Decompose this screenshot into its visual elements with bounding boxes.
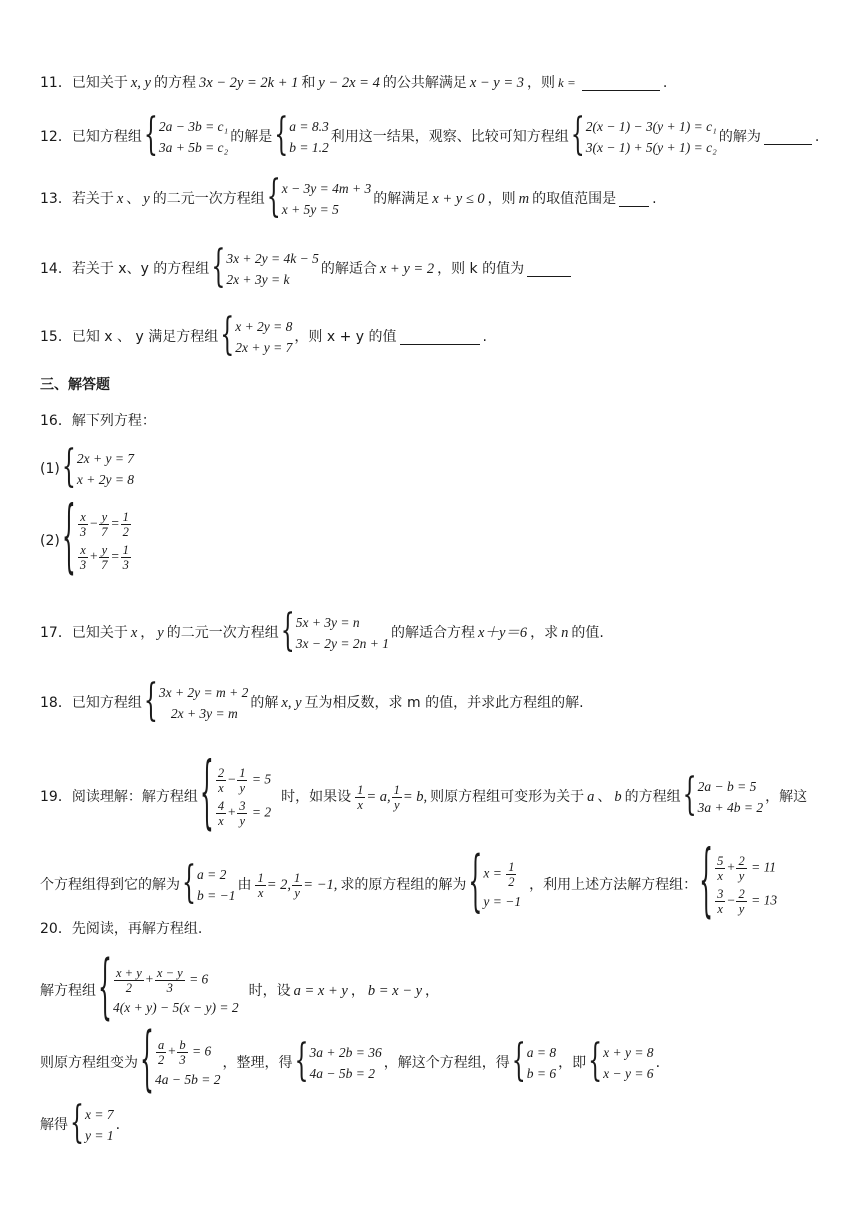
q19-practice-row-1: $\frac{5}{x}$ + $\frac{2}{y}$ = 11 <box>717 854 777 883</box>
q12-sys3-row-1: 2(x − 1) − 3(y + 1) = c₁ <box>585 119 717 134</box>
q17-condition: x＋y＝6 <box>478 625 528 641</box>
q19-sol-ab-row-1: a = 2 <box>197 867 227 882</box>
q11-eq1: 3x − 2y = 2k + 1 <box>198 75 299 91</box>
question-16-part-2 <box>40 494 840 585</box>
q11-vars: x, y <box>130 75 151 91</box>
q13-y: y <box>143 191 150 207</box>
q13-end: . <box>652 191 657 207</box>
question-16-part-1 <box>40 443 840 493</box>
q17-text-6: 的值. <box>571 625 604 641</box>
q19-solution-xy <box>468 846 522 921</box>
q19-orig-row-1: $\frac{2}{x}$ − $\frac{1}{y}$ = 5 <box>217 766 272 795</box>
q13-text-5: 的取值范围是 <box>532 191 617 207</box>
q15-text-2: ，则 x + y 的值 <box>294 329 397 345</box>
q19-text-4: 的方程组 <box>624 789 681 805</box>
q19-text-5: ，解这 <box>765 789 808 805</box>
q20-xy-row-2: x − y = 6 <box>603 1066 654 1081</box>
q15-end: . <box>482 329 487 345</box>
q13-answer-blank[interactable] <box>619 192 649 207</box>
q12-sys2-row-1: a = 8.3 <box>289 119 329 134</box>
q15-number: 15． <box>40 329 72 345</box>
q11-answer-blank[interactable] <box>582 76 660 91</box>
q20-int-row-2: 4a − 5b = 2 <box>309 1066 375 1081</box>
question-13 <box>40 173 840 223</box>
left-brace-icon: { <box>588 1037 603 1087</box>
q20-final-row-1: x = 7 <box>85 1107 114 1122</box>
q14-sys-row-2: 2x + 3y = k <box>226 272 290 287</box>
q17-text-3: 的二元一次方程组 <box>166 625 279 641</box>
q17-text-2: ， <box>140 625 155 641</box>
q13-number: 13． <box>40 191 72 207</box>
q19-text-8: 求的原方程组的解为 <box>340 877 467 893</box>
q20-text-10: 解得 <box>40 1117 68 1133</box>
q20-system-original <box>98 949 239 1030</box>
q20-title: 20．先阅读，再解方程组. <box>40 921 203 937</box>
q20-text-6: ，整理，得 <box>222 1055 293 1071</box>
q12-text-3: 利用这一结果，观察、比较可知方程组 <box>330 129 569 145</box>
q17-text-1: 已知关于 <box>71 625 128 641</box>
q17-system <box>280 607 390 657</box>
q20-text-7: ，解这个方程组，得 <box>383 1055 510 1071</box>
q20-system-ab <box>140 1021 221 1102</box>
q20-text-8: ，即 <box>558 1055 587 1071</box>
q17-y: y <box>157 625 164 641</box>
q15-system <box>220 311 293 361</box>
q20-orig-row-2: 4(x + y) − 5(x − y) = 2 <box>113 1000 239 1015</box>
q13-text-2: 的二元一次方程组 <box>152 191 265 207</box>
q16-sys1-row-1: 2x + y = 7 <box>76 451 135 466</box>
q11-text-5: ，则 <box>527 75 556 91</box>
q18-text-3: 互为相反数，求 m 的值，并求此方程组的解. <box>304 695 584 711</box>
q11-text-4: 的公共解满足 <box>382 75 467 91</box>
left-brace-icon: { <box>61 443 76 493</box>
q11-text-1: 已知关于 <box>71 75 128 91</box>
q14-sys-row-1: 3x + 2y = 4k − 5 <box>226 251 319 266</box>
q18-sys-row-1: 3x + 2y = m + 2 <box>158 685 249 700</box>
q17-number: 17． <box>40 625 72 641</box>
q12-sys2-row-2: b = 1.2 <box>289 140 329 155</box>
question-19-line-1 <box>40 750 840 841</box>
q20-text-5: 则原方程组变为 <box>40 1055 138 1071</box>
q15-sys-row-2: 2x + y = 7 <box>235 340 293 355</box>
q19-number: 19． <box>40 789 72 805</box>
left-brace-icon: { <box>143 111 158 161</box>
q20-text-2: 时，设 <box>248 983 291 999</box>
q19-text-1: 阅读理解：解方程组 <box>71 789 198 805</box>
q12-system-2 <box>274 111 329 161</box>
q20-sol-ab-row-2: b = 6 <box>526 1066 557 1081</box>
q20-orig-row-1: $\frac{x + y}{2}$ + $\frac{x - y}{3}$ = 6 <box>116 966 209 995</box>
q12-system-3 <box>570 111 717 161</box>
q20-int-row-1: 3a + 2b = 36 <box>309 1045 382 1060</box>
q17-sys-row-2: 3x − 2y = 2n + 1 <box>295 636 390 651</box>
q19-substitution: $\frac{1}{x}$ = a, $\frac{1}{y}$ = b, <box>357 782 428 812</box>
question-17 <box>40 607 840 657</box>
q17-sys-row-1: 5x + 3y = n <box>295 615 360 630</box>
q14-condition: x + y = 2 <box>379 261 435 277</box>
q20-solution-ab <box>511 1037 557 1087</box>
q20-text-1: 解方程组 <box>40 983 96 999</box>
left-brace-icon: { <box>199 750 214 841</box>
q13-x: x <box>116 191 124 207</box>
q16-sys2-row-1: $\frac{x}{3}$ − $\frac{y}{7}$ = $\frac{1}{2}$ <box>79 510 129 539</box>
q19-text-2: 时，如果设 <box>281 789 352 805</box>
left-brace-icon: { <box>220 311 235 361</box>
q20-set-a: a = x + y <box>293 983 348 999</box>
q11-eq2: y − 2x = 4 <box>318 75 380 91</box>
q13-condition: x + y ≤ 0 <box>432 191 485 207</box>
q19-system-original <box>199 750 272 841</box>
q18-text-2: 的解 <box>250 695 279 711</box>
q14-text-2: 的解适合 <box>320 261 377 277</box>
q16-title: 16．解下列方程： <box>40 413 156 429</box>
q19-system-ab <box>682 771 764 821</box>
q12-sys1-row-1: 2a − 3b = c₁ <box>158 119 229 134</box>
q12-system-1 <box>143 111 229 161</box>
q13-text-4: ，则 <box>487 191 516 207</box>
left-brace-icon: { <box>140 1021 154 1102</box>
q14-system <box>211 243 319 293</box>
q19-text-9: ，利用上述方法解方程组： <box>529 877 698 893</box>
q13-sep: 、 <box>126 191 141 207</box>
left-brace-icon: { <box>182 859 196 909</box>
q14-text-3: ，则 k 的值为 <box>437 261 525 277</box>
q17-text-5: ，求 <box>530 625 559 641</box>
q20-text-9: . <box>655 1055 661 1071</box>
q15-sys-row-1: x + 2y = 8 <box>235 319 293 334</box>
q14-number: 14． <box>40 261 72 277</box>
left-brace-icon: { <box>266 173 281 223</box>
q16-part-1-label: (1) <box>40 461 60 477</box>
left-brace-icon: { <box>274 111 289 161</box>
q17-x: x <box>130 625 138 641</box>
question-20-title <box>40 920 840 938</box>
q18-vars: x, y <box>281 695 302 711</box>
q12-answer-blank[interactable] <box>764 130 812 145</box>
q20-text-11: . <box>115 1117 121 1133</box>
q20-system-integer <box>294 1037 382 1087</box>
q11-end: . <box>662 75 668 91</box>
question-20-line-1 <box>40 949 840 1030</box>
left-brace-icon: { <box>682 771 697 821</box>
question-15 <box>40 311 840 361</box>
section-3-title: 三、解答题 <box>40 377 110 393</box>
q18-system <box>143 677 249 727</box>
q12-sys3-row-2: 3(x − 1) + 5(y + 1) = c₂ <box>585 140 717 155</box>
question-14 <box>40 243 840 293</box>
left-brace-icon: { <box>570 111 585 161</box>
q19-sol-ab-row-2: b = −1 <box>197 888 236 903</box>
q20-ab-row-1: $\frac{a}{2}$ + $\frac{b}{3}$ = 6 <box>158 1038 212 1067</box>
q15-text-1: 已知 x 、 y 满足方程组 <box>71 329 219 345</box>
q12-text-1: 已知方程组 <box>71 129 142 145</box>
left-brace-icon: { <box>61 494 76 585</box>
q13-sys-row-2: x + 5y = 5 <box>281 202 339 217</box>
left-brace-icon: { <box>511 1037 526 1087</box>
q20-ab-row-2: 4a − 5b = 2 <box>155 1072 221 1087</box>
q19-practice-row-2: $\frac{3}{x}$ − $\frac{2}{y}$ = 13 <box>717 887 778 916</box>
q11-number: 11． <box>40 75 72 91</box>
q19-sol-xy-row-2: y = −1 <box>483 894 522 909</box>
q12-text-4: 的解为 <box>718 129 761 145</box>
q17-text-4: 的解适合方程 <box>391 625 476 641</box>
q11-k: k = <box>558 75 576 90</box>
q14-answer-blank[interactable] <box>527 262 571 277</box>
left-brace-icon: { <box>699 838 714 929</box>
q13-sys-row-1: x − 3y = 4m + 3 <box>281 181 372 196</box>
question-16-title <box>40 412 840 430</box>
question-18 <box>40 677 840 727</box>
q18-number: 18． <box>40 695 72 711</box>
q12-text-2: 的解是 <box>230 129 273 145</box>
q20-text-4: ， <box>425 983 440 999</box>
q20-xy-row-1: x + y = 8 <box>603 1045 654 1060</box>
q17-n: n <box>561 625 569 641</box>
q19-sol-xy-row-1: x = $\frac{1}{2}$ <box>483 860 515 889</box>
q16-sys2-row-2: $\frac{x}{3}$ + $\frac{y}{7}$ = $\frac{1}{3}$ <box>79 543 129 572</box>
q19-a: a <box>587 789 595 805</box>
q19-text-3: 则原方程组可变形为关于 <box>430 789 585 805</box>
q19-practice-system <box>699 838 778 929</box>
q19-text-6: 个方程组得到它的解为 <box>40 877 180 893</box>
q12-end: . <box>814 129 820 145</box>
q16-part-2-label: (2) <box>40 533 60 549</box>
left-brace-icon: { <box>468 846 483 921</box>
left-brace-icon: { <box>294 1037 309 1087</box>
q18-sys-row-2: 2x + 3y = m <box>170 706 238 721</box>
q15-answer-blank[interactable] <box>400 330 480 345</box>
q12-sys1-row-2: 3a + 5b = c₂ <box>158 140 229 155</box>
left-brace-icon: { <box>211 243 226 293</box>
q20-final-solution <box>70 1099 114 1149</box>
q13-m: m <box>518 191 530 207</box>
q13-text-1: 若关于 <box>71 191 114 207</box>
q16-sys1-row-2: x + 2y = 8 <box>76 472 135 487</box>
question-11 <box>40 74 840 92</box>
q18-text-1: 已知方程组 <box>71 695 142 711</box>
q19-solution-ab <box>182 859 236 909</box>
q19-back-substitution: $\frac{1}{x}$ = 2, $\frac{1}{y}$ = −1, <box>257 870 338 900</box>
q20-set-b: b = x − y <box>367 983 423 999</box>
section-heading <box>40 376 840 394</box>
q16-system-2 <box>61 494 132 585</box>
left-brace-icon: { <box>280 607 295 657</box>
q14-text-1: 若关于 x、y 的方程组 <box>71 261 210 277</box>
question-20-line-2 <box>40 1021 840 1102</box>
q20-sol-ab-row-1: a = 8 <box>526 1045 557 1060</box>
q19-b: b <box>614 789 622 805</box>
q19-orig-row-2: $\frac{4}{x}$ + $\frac{3}{y}$ = 2 <box>217 799 272 828</box>
q11-condition: x − y = 3 <box>469 75 525 91</box>
q20-system-xy <box>588 1037 654 1087</box>
left-brace-icon: { <box>98 949 112 1030</box>
q19-ab-row-2: 3a + 4b = 2 <box>697 800 764 815</box>
q12-number: 12． <box>40 129 72 145</box>
q19-sep: 、 <box>597 789 612 805</box>
left-brace-icon: { <box>143 677 158 727</box>
q20-final-row-2: y = 1 <box>85 1128 114 1143</box>
q11-text-2: 的方程 <box>153 75 196 91</box>
question-20-line-3 <box>40 1099 840 1149</box>
q11-text-3: 和 <box>301 75 316 91</box>
q19-text-7: 由 <box>237 877 252 893</box>
left-brace-icon: { <box>70 1099 84 1149</box>
q13-system <box>266 173 372 223</box>
q19-ab-row-1: 2a − b = 5 <box>697 779 757 794</box>
q13-text-3: 的解满足 <box>373 191 430 207</box>
q20-text-3: ， <box>350 983 365 999</box>
question-12 <box>40 111 840 161</box>
